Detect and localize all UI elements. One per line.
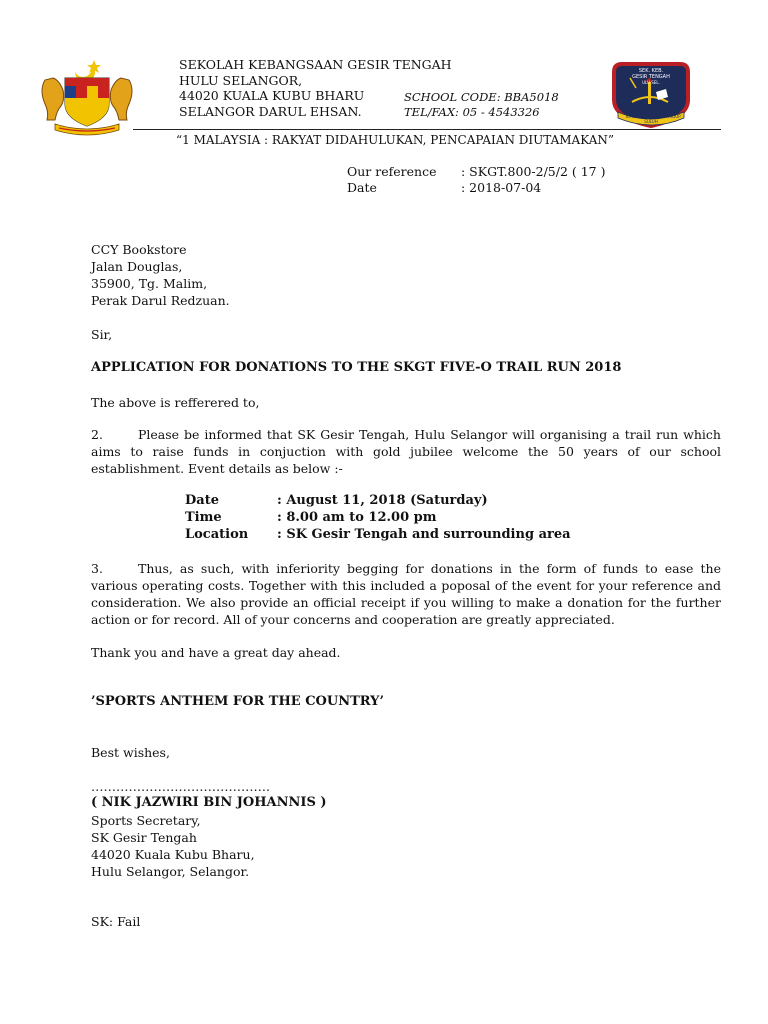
address-line-1: HULU SELANGOR, [179,73,303,88]
cc-line: SK: Fail [91,914,141,929]
subject-line: APPLICATION FOR DONATIONS TO THE SKGT FIVE-O TRAIL RUN 2018 [91,360,622,375]
logo-text-middle: GESIR TENGAH [632,74,670,80]
event-date-label: Date [185,493,219,508]
tel-fax: TEL/FAX: 05 - 4543326 [404,105,540,119]
signatory-name: ( NIK JAZWIRI BIN JOHANNIS ) [91,795,327,810]
logo-ribbon-mid: SULUH [644,119,658,124]
event-time-label: Time [185,510,222,525]
recipient-line-2: Jalan Douglas, [91,259,183,274]
date-value: : 2018-07-04 [461,180,542,195]
motto: “1 MALAYSIA : RAKYAT DIDAHULUKAN, PENCAPAIAN DIUTAMAKAN” [176,133,614,147]
paragraph-3 [91,560,721,628]
school-name: SEKOLAH KEBANGSAAN GESIR TENGAH [179,57,452,72]
header-divider [133,129,721,130]
address-line-2: 44020 KUALA KUBU BHARU [179,88,365,103]
event-time-value: : 8.00 am to 12.00 pm [277,510,437,525]
logo-text-top: SEK. KEB. [638,68,664,74]
paragraph-2 [91,426,721,477]
event-location-row [185,527,571,542]
signature-line: ……………………………………. [91,779,270,794]
logo-text-sub: ULU SEL. [642,80,660,85]
paragraph-2-number: 2. [91,427,103,442]
paragraph-2-text: Please be informed that SK Gesir Tengah, Hulu Selangor will organising a trail run which aims to raise funds in conjuction with gold jubilee welcome the 50 years of our school establishment. Event details as below :- [91,427,721,476]
event-date-row [185,493,488,508]
date-label: Date [347,180,377,195]
paragraph-3-text: Thus, as such, with inferiority begging for donations in the form of funds to ease the various operating costs. Together with this included a poposal of the event for your reference and consideration. We also provide an official receipt if you willing to make a donation for the further action or for record. All of your concerns and cooperation are greatly appreciated. [91,561,721,627]
event-date-value: : August 11, 2018 (Saturday) [277,493,488,508]
event-time-row [185,510,437,525]
school-code: SCHOOL CODE: BBA5018 [404,90,559,104]
paragraph-3-number: 3. [91,561,103,576]
recipient-line-4: Perak Darul Redzuan. [91,293,230,308]
logo-ribbon-right: HIDUP [668,114,681,119]
recipient-line-1: CCY Bookstore [91,242,187,257]
coat-of-arms-emblem [37,58,137,136]
signatory-address-1: 44020 Kuala Kubu Bharu, [91,847,255,862]
address-line-3: SELANGOR DARUL EHSAN. [179,104,362,119]
signatory-address-2: Hulu Selangor, Selangor. [91,864,250,879]
our-reference-label: Our reference [347,164,437,179]
recipient-line-3: 35900, Tg. Malim, [91,276,208,291]
school-logo [612,58,690,128]
logo-ribbon-left: ILMU [626,114,636,119]
opening-line: The above is refferered to, [91,395,260,410]
event-location-label: Location [185,527,249,542]
slogan: ’SPORTS ANTHEM FOR THE COUNTRY’ [91,694,384,709]
signatory-title: Sports Secretary, [91,813,201,828]
signatory-org: SK Gesir Tengah [91,830,197,845]
salutation: Sir, [91,327,113,342]
our-reference-value: : SKGT.800-2/5/2 ( 17 ) [461,164,606,179]
thanks-line: Thank you and have a great day ahead. [91,645,341,660]
event-location-value: : SK Gesir Tengah and surrounding area [277,527,571,542]
closing: Best wishes, [91,745,170,760]
